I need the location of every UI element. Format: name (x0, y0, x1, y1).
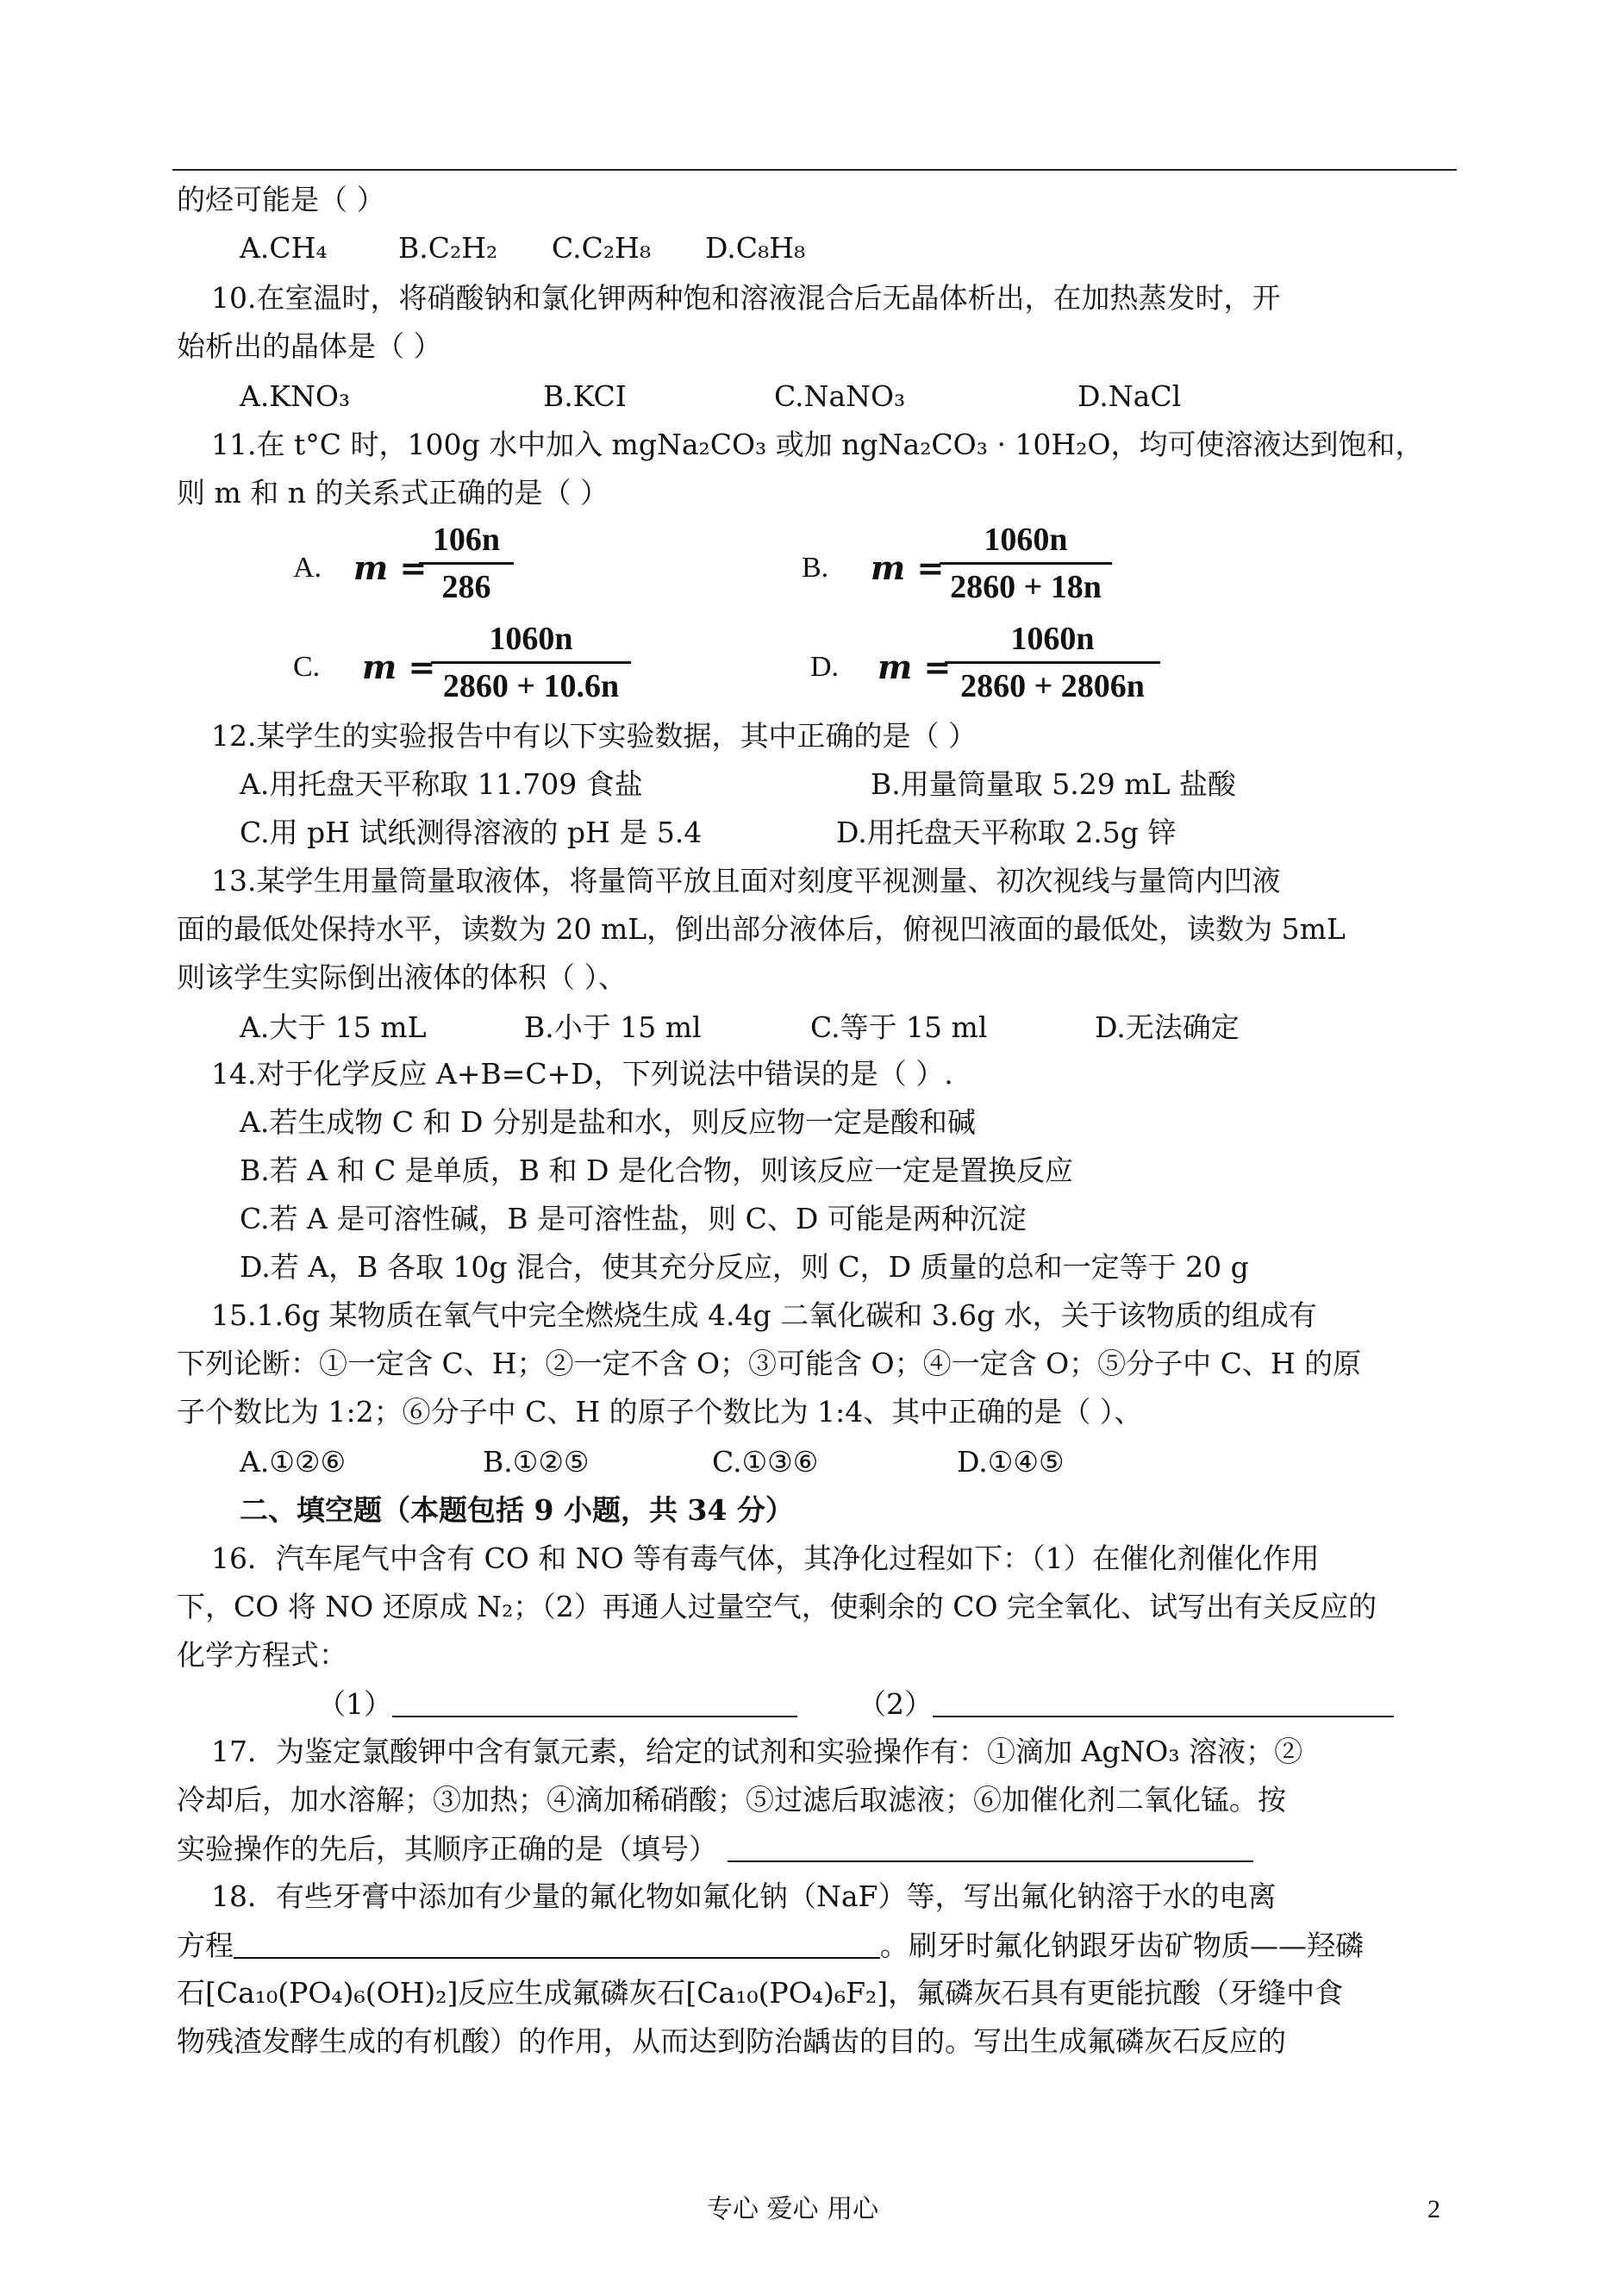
page-number: 2 (1427, 2195, 1440, 2223)
text-line: 物残渣发酵生成的有机酸）的作用，从而达到防治龋齿的目的。写出生成氟磷灰石反应的 (177, 2024, 1286, 2058)
option-c-fraction (431, 616, 631, 709)
option-a: A.大于 15 mL (240, 1010, 427, 1044)
option-c: C.等于 15 ml (810, 1010, 988, 1044)
option-c-label: C. (293, 651, 321, 683)
option-a-label: A. (293, 552, 322, 584)
text-line: 冷却后，加水溶解；③加热；④滴加稀硝酸；⑤过滤后取滤液；⑥加催化剂二氧化锰。按 (177, 1783, 1286, 1817)
option-d: D.若 A，B 各取 10g 混合，使其充分反应，则 C，D 质量的总和一定等于 20 g (240, 1250, 1249, 1284)
question-12: 12.某学生的实验报告中有以下实验数据，其中正确的是（ ） (211, 719, 977, 753)
q11-options-row-2 (0, 616, 1624, 720)
option-d-eq: m = (878, 647, 952, 686)
option-b: B.①②⑤ (483, 1445, 590, 1479)
text-line: 则该学生实际倒出液体的体积（ ）、 (177, 960, 627, 994)
q11-options-row-1 (0, 517, 1624, 621)
text-line (177, 1928, 1364, 1963)
denominator: 286 (441, 569, 491, 605)
option-a-fraction (419, 517, 514, 610)
denominator: 2860 + 2806n (960, 668, 1145, 704)
option-a: A.KNO₃ (240, 379, 351, 413)
header-rule (172, 169, 1457, 171)
option-d-fraction (945, 616, 1160, 709)
option-b-fraction (940, 517, 1112, 610)
answer-blank-2[interactable] (933, 1686, 1394, 1717)
blank-label-1: （1） (317, 1687, 392, 1721)
question-11: 11.在 t°C 时，100g 水中加入 mgNa₂CO₃ 或加 ngNa₂CO₃ · 10H₂O，均可使溶液达到饱和， (211, 428, 1424, 461)
text-line (177, 1831, 1253, 1867)
option-c: C.①③⑥ (712, 1445, 819, 1479)
option-a-eq: m = (353, 548, 428, 587)
question-17: 17．为鉴定氯酸钾中含有氯元素，给定的试剂和实验操作有：①滴加 AgNO₃ 溶液；② (211, 1735, 1303, 1768)
text-line: 化学方程式： (177, 1638, 347, 1672)
text-line: 的烃可能是（ ） (177, 183, 385, 216)
numerator: 106n (432, 522, 501, 558)
option-d: D.①④⑤ (957, 1445, 1065, 1479)
text-line: 则 m 和 n 的关系式正确的是（ ） (177, 476, 609, 510)
question-15: 15.1.6g 某物质在氧气中完全燃烧生成 4.4g 二氧化碳和 3.6g 水，关于该物质的组成有 (211, 1298, 1317, 1332)
option-a: A.若生成物 C 和 D 分别是盐和水，则反应物一定是酸和碱 (240, 1105, 976, 1139)
text-line: 面的最低处保持水平，读数为 20 mL，倒出部分液体后，俯视凹液面的最低处，读数为 5mL (177, 912, 1346, 946)
text-fragment: 方程 (177, 1929, 234, 1962)
option-b: B.小于 15 ml (524, 1010, 702, 1044)
option-b: B.用量筒量取 5.29 mL 盐酸 (871, 767, 1236, 801)
text-fragment: 实验操作的先后，其顺序正确的是（填号） (177, 1832, 717, 1866)
answer-blank-17[interactable] (728, 1831, 1253, 1862)
text-line: 下，CO 将 NO 还原成 N₂；（2）再通人过量空气，使剩余的 CO 完全氧化、试写出有关反应的 (177, 1590, 1377, 1623)
answer-blank-1[interactable] (392, 1686, 797, 1717)
option-b: B.若 A 和 C 是单质，B 和 D 是化合物，则该反应一定是置换反应 (240, 1154, 1073, 1187)
text-line: 子个数比为 1:2；⑥分子中 C、H 的原子个数比为 1:4、其中正确的是（ ）、 (177, 1395, 1143, 1429)
answer-line-1 (317, 1686, 797, 1722)
denominator: 2860 + 10.6n (442, 668, 620, 704)
answer-blank-18[interactable] (234, 1928, 880, 1959)
text-line: 始析出的晶体是（ ） (177, 329, 442, 363)
option-c: C.若 A 是可溶性碱，B 是可溶性盐，则 C、D 可能是两种沉淀 (240, 1202, 1027, 1235)
option-c: C.NaNO₃ (774, 379, 906, 413)
option-b-eq: m = (871, 548, 945, 587)
numerator: 1060n (489, 621, 573, 657)
option-c: C.C₂H₈ (552, 231, 652, 265)
section-heading: 二、填空题（本题包括 9 小题，共 34 分） (240, 1493, 794, 1527)
blank-label-2: （2） (858, 1687, 933, 1721)
footer-motto: 专心 爱心 用心 (707, 2194, 879, 2224)
option-a: A.用托盘天平称取 11.709 食盐 (240, 767, 643, 801)
denominator: 2860 + 18n (950, 569, 1102, 605)
option-b: B.KCI (543, 379, 627, 413)
text-line: 下列论断：①一定含 C、H；②一定不含 O；③可能含 O；④一定含 O；⑤分子中 C、H 的原 (177, 1347, 1362, 1380)
answer-line-2 (858, 1686, 1394, 1722)
option-b: B.C₂H₂ (398, 231, 498, 265)
option-d: D.NaCl (1077, 379, 1182, 413)
text-line: 石[Ca₁₀(PO₄)₆(OH)₂]反应生成氟磷灰石[Ca₁₀(PO₄)₆F₂]，氟磷灰石具有更能抗酸（牙缝中食 (177, 1976, 1344, 2010)
option-d: D.C₈H₈ (705, 231, 806, 265)
text-fragment: 。刷牙时氟化钠跟牙齿矿物质——羟磷 (880, 1929, 1364, 1962)
question-13: 13.某学生用量筒量取液体，将量筒平放且面对刻度平视测量、初次视线与量筒内凹液 (211, 864, 1281, 897)
option-d: D.无法确定 (1095, 1010, 1240, 1044)
question-16: 16．汽车尾气中含有 CO 和 NO 等有毒气体，其净化过程如下：（1）在催化剂催化作用 (211, 1541, 1320, 1575)
option-b-label: B. (802, 552, 829, 584)
option-c: C.用 pH 试纸测得溶液的 pH 是 5.4 (240, 816, 703, 849)
numerator: 1060n (984, 522, 1068, 558)
question-10: 10.在室温时，将硝酸钠和氯化钾两种饱和溶液混合后无晶体析出，在加热蒸发时，开 (211, 281, 1281, 315)
option-c-eq: m = (362, 647, 436, 686)
option-d-label: D. (810, 651, 840, 683)
option-d: D.用托盘天平称取 2.5g 锌 (836, 816, 1177, 849)
question-18: 18．有些牙膏中添加有少量的氟化物如氟化钠（NaF）等，写出氟化钠溶于水的电离 (211, 1879, 1277, 1913)
option-a: A.CH₄ (240, 231, 328, 265)
option-a: A.①②⑥ (240, 1445, 347, 1479)
question-14: 14.对于化学反应 A+B=C+D，下列说法中错误的是（ ）. (211, 1057, 953, 1091)
numerator: 1060n (1010, 621, 1095, 657)
